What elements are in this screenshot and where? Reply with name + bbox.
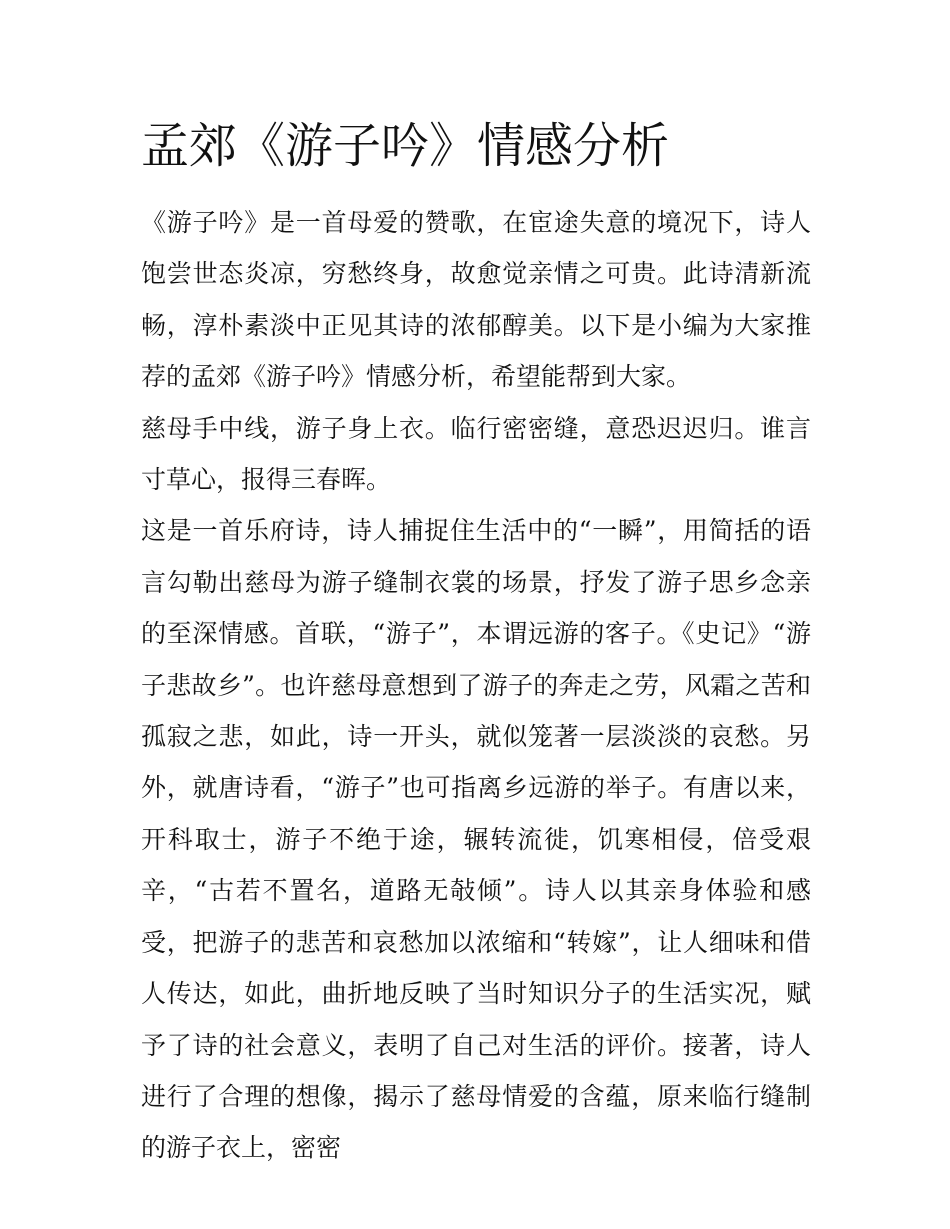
document-title: 孟郊《游子吟》情感分析 [141,118,670,174]
paragraph-analysis: 这是一首乐府诗，诗人捕捉住生活中的“一瞬”，用简括的语言勾勒出慈母为游子缝制衣裳的场景，抒发了游子思乡念亲的至深情感。首联，“游子”，本谓远游的客子。《史记》“游子悲故乡”。也许慈母意想到了游子的奔走之劳，风霜之苦和孤寂之悲，如此，诗一开头，就似笼著一层淡淡的哀愁。另外，就唐诗看，“游子”也可指离乡远游的举子。有唐以来，开科取士，游子不绝于途，辗转流徙，饥寒相侵，倍受艰辛，“古若不置名，道路无敧倾”。诗人以其亲身体验和感受，把游子的悲苦和哀愁加以浓缩和“转嫁”，让人细味和借人传达，如此，曲折地反映了当时知识分子的生活实况，赋予了诗的社会意义，表明了自己对生活的评价。接著，诗人进行了合理的想像，揭示了慈母情爱的含蕴，原来临行缝制的游子衣上，密密 [141,516,811,1163]
paragraph-poem: 慈母手中线，游子身上衣。临行密密缝，意恐迟迟归。谁言寸草心，报得三春晖。 [141,413,811,495]
document-body [141,197,811,1174]
paragraph-intro: 《游子吟》是一首母爱的赞歌，在宦途失意的境况下，诗人饱尝世态炎凉，穷愁终身，故愈觉亲情之可贵。此诗清新流畅，淳朴素淡中正见其诗的浓郁醇美。以下是小编为大家推荐的孟郊《游子吟》情感分析，希望能帮到大家。 [141,208,811,392]
